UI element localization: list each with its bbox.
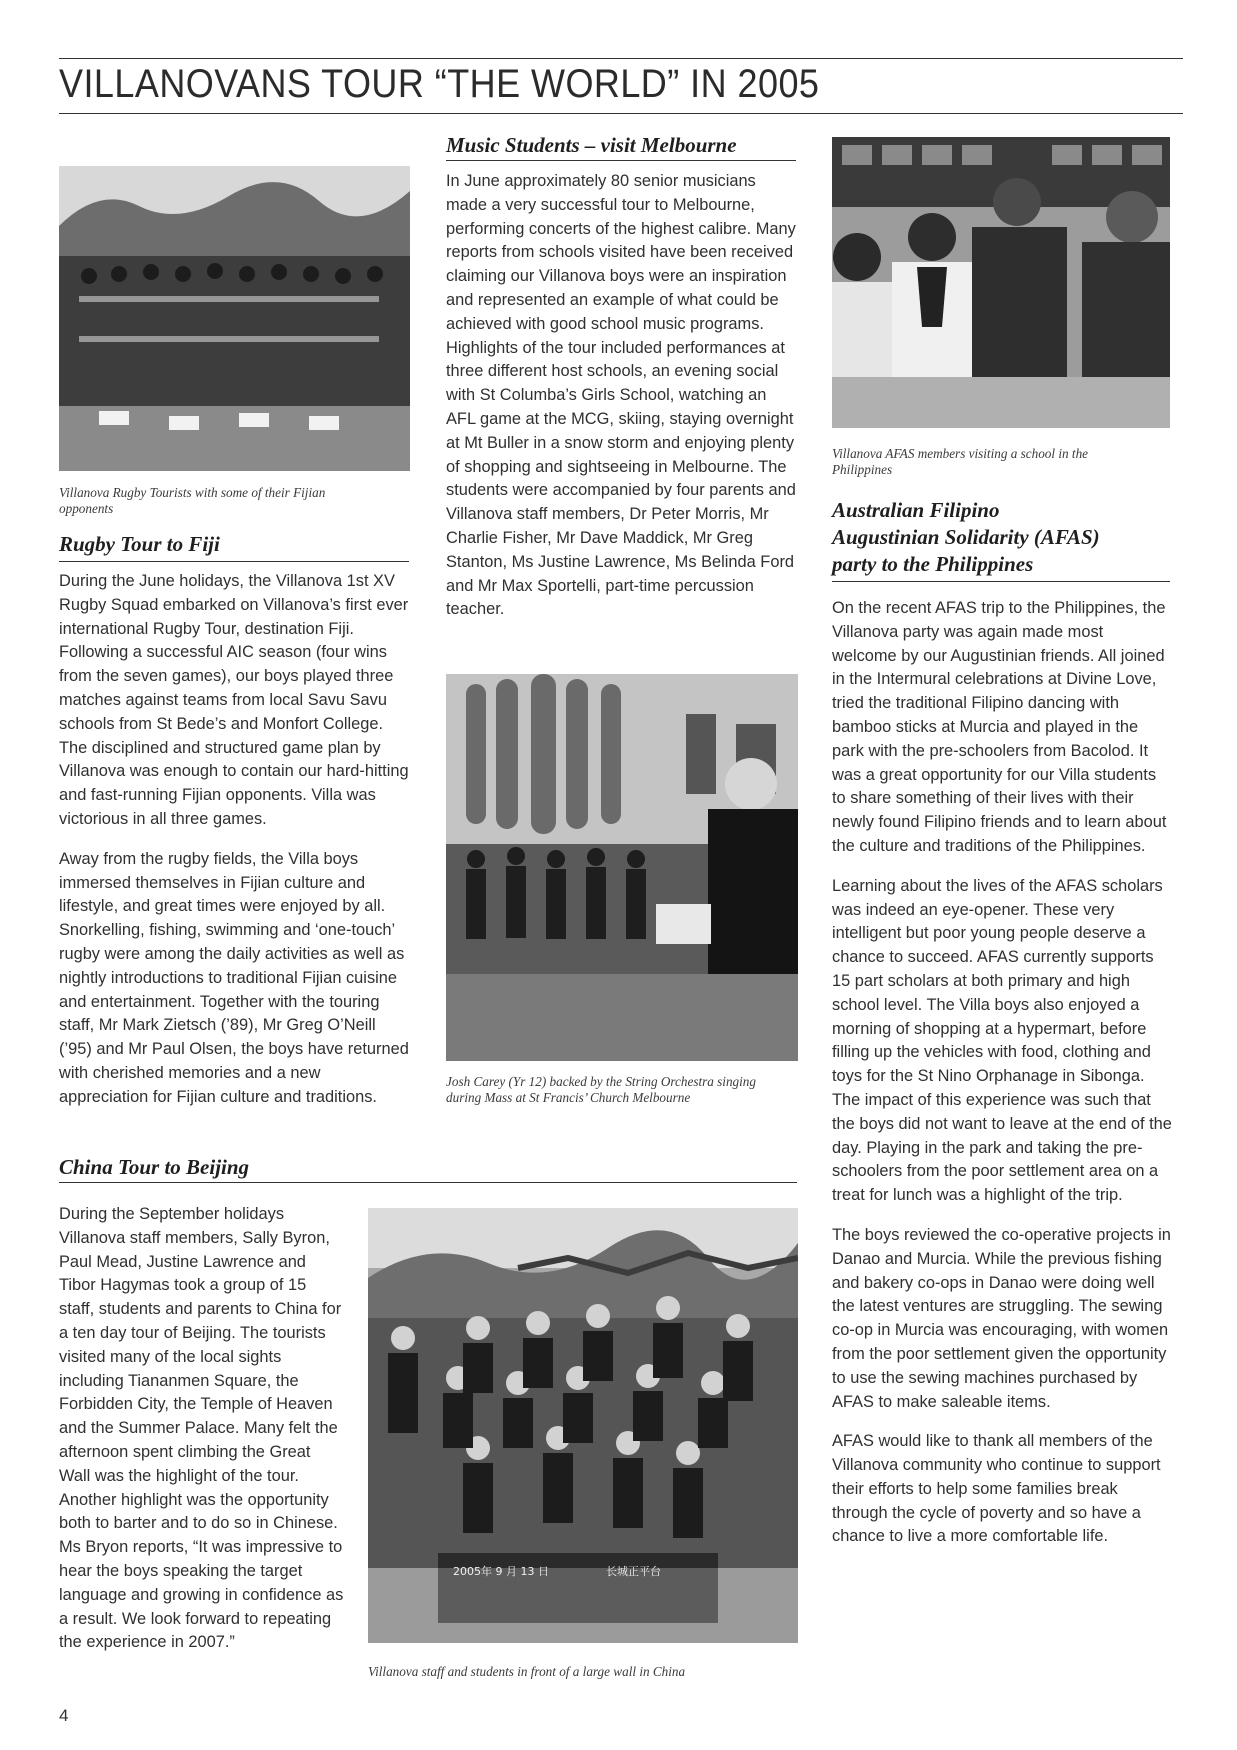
string-orchestra-photo [446, 674, 798, 1061]
great-wall-photo-caption: Villanova staff and students in front of a large wall in China [368, 1664, 686, 1679]
title-rule-bottom [59, 113, 1183, 114]
afas-article-body [832, 597, 1172, 1565]
page-number: 4 [59, 1706, 69, 1725]
afas-heading-line: Augustinian Solidarity (AFAS) [832, 525, 1100, 549]
rugby-paragraph: Away from the rugby fields, the Villa boys immersed themselves in Fijian culture and lifestyle, and great times were enjoyed by all. Snorkelling, fishing, swimming and ‘one-touch’ rugby were among the daily activities as well as nightly introductions to traditional Fijian cuisine and entertainment. Together with the touring staff, Mr Mark Zietsch (’89), Mr Greg O’Neill (’95) and Mr Paul Olsen, the boys have returned with cherished memories and a new appreciation for Fijian culture and traditions. [59, 849, 409, 1106]
china-heading: China Tour to Beijing [59, 1155, 250, 1179]
music-heading: Music Students – visit Melbourne [446, 133, 737, 157]
afas-heading-line: Australian Filipino [832, 498, 1000, 522]
music-paragraph: In June approximately 80 senior musicians made a very successful tour to Melbourne, performing concerts of the highest calibre. Many reports from schools visited have been received claiming our Villanova boys were an inspiration and represented an example of what could be achieved with good school music programs. Highlights of the tour included performances at three different host schools, an evening social with St Columba’s Girls School, watching an AFL game at the MCG, skiing, staying overnight at Mt Buller in a snow storm and enjoying plenty of shopping and sightseeing in Melbourne. The students were accompanied by four parents and Villanova staff members, Dr Peter Morris, Mr Charlie Fisher, Mr Dave Maddick, Mr Greg Stanton, Ms Justine Lawrence, Ms Belinda Ford and Mr Max Sportelli, part-time percussion teacher. [446, 172, 796, 619]
china-heading-rule [59, 1182, 797, 1183]
china-article-body [59, 1203, 344, 1671]
photo-sign-location: 长城正平台 [606, 1565, 661, 1578]
rugby-heading: Rugby Tour to Fiji [59, 532, 220, 556]
great-wall-group-photo [368, 1208, 798, 1643]
rugby-photo-caption: Villanova Rugby Tourists with some of their Fijian opponents [59, 485, 326, 516]
afas-paragraph: Learning about the lives of the AFAS scholars was indeed an eye-opener. These very intelligent but poor young people deserve a chance to succeed. AFAS currently supports 15 part scholars at both primary and high school level. The Villa boys also enjoyed a morning of shopping at a hypermart, before filling up the vehicles with food, clothing and toys for the St Nino Orphanage in Sibonga. The impact of this experience was such that the boys did not want to leave at the end of the day. Playing in the park and taking the pre-schoolers from the poor settlement area on a treat for lunch was a highlight of the trip. [832, 876, 1172, 1205]
rugby-team-photo [59, 166, 410, 471]
afas-heading [832, 497, 1172, 578]
orchestra-photo-caption: Josh Carey (Yr 12) backed by the String Orchestra singing during Mass at St Francis’ Church Melbourne [446, 1074, 756, 1105]
afas-paragraph: AFAS would like to thank all members of the Villanova community who continue to support their efforts to help some families break through the cycle of poverty and so have a chance to live a more comfortable life. [832, 1432, 1161, 1546]
afas-students-photo [832, 137, 1170, 428]
rugby-article-body [59, 570, 409, 1126]
photo-sign-date: 2005年 9 月 13 日 [453, 1565, 549, 1578]
afas-photo-caption: Villanova AFAS members visiting a school in the Philippines [832, 446, 1089, 477]
music-article-body [446, 170, 796, 638]
afas-heading-rule [832, 581, 1170, 582]
music-heading-rule [446, 160, 796, 161]
rugby-paragraph: During the June holidays, the Villanova 1st XV Rugby Squad embarked on Villanova’s first ever international Rugby Tour, destination Fiji. Following a successful AIC season (four wins from the seven games), our boys played three matches against teams from local Savu Savu schools from St Bede’s and Monfort College. The disciplined and structured game plan by Villanova was enough to contain our hard-hitting and fast-running Fijian opponents. Villa was victorious in all three games. [59, 572, 409, 828]
china-paragraph: During the September holidays Villanova staff members, Sally Byron, Paul Mead, Justine Lawrence and Tibor Hagymas took a group of 15 staff, students and parents to China for a ten day tour of Beijing. The tourists visited many of the local sights including Tiananmen Square, the Forbidden City, the Temple of Heaven and the Summer Palace. Many felt the afternoon spent climbing the Great Wall was the highlight of the tour. Another highlight was the opportunity both to barter and to do so in Chinese. Ms Bryon reports, “It was impressive to hear the boys speaking the target language and growing in confidence as a result. We look forward to repeating the experience in 2007.” [59, 1205, 344, 1652]
title-rule-top [59, 58, 1183, 59]
rugby-heading-rule [59, 561, 409, 562]
page-title: VILLANOVANS TOUR “THE WORLD” IN 2005 [59, 62, 820, 106]
afas-heading-line: party to the Philippines [832, 552, 1034, 576]
afas-paragraph: The boys reviewed the co-operative projects in Danao and Murcia. While the previous fishing and bakery co-ops in Danao were doing well the latest ventures are struggling. The sewing co-op in Murcia was encouraging, with women from the poor settlement given the opportunity to use the sewing machines purchased by AFAS to make saleable items. [832, 1225, 1171, 1411]
afas-paragraph: On the recent AFAS trip to the Philippines, the Villanova party was again made most welcome by our Augustinian friends. All joined in the Intermural celebrations at Divine Love, tried the traditional Filipino dancing with bamboo sticks at Murcia and played in the park with the pre-schoolers from Bacolod. It was a great opportunity for our Villa students to share something of their lives with their newly found Filipino friends and to learn about the culture and traditions of the Philippines. [832, 599, 1167, 855]
